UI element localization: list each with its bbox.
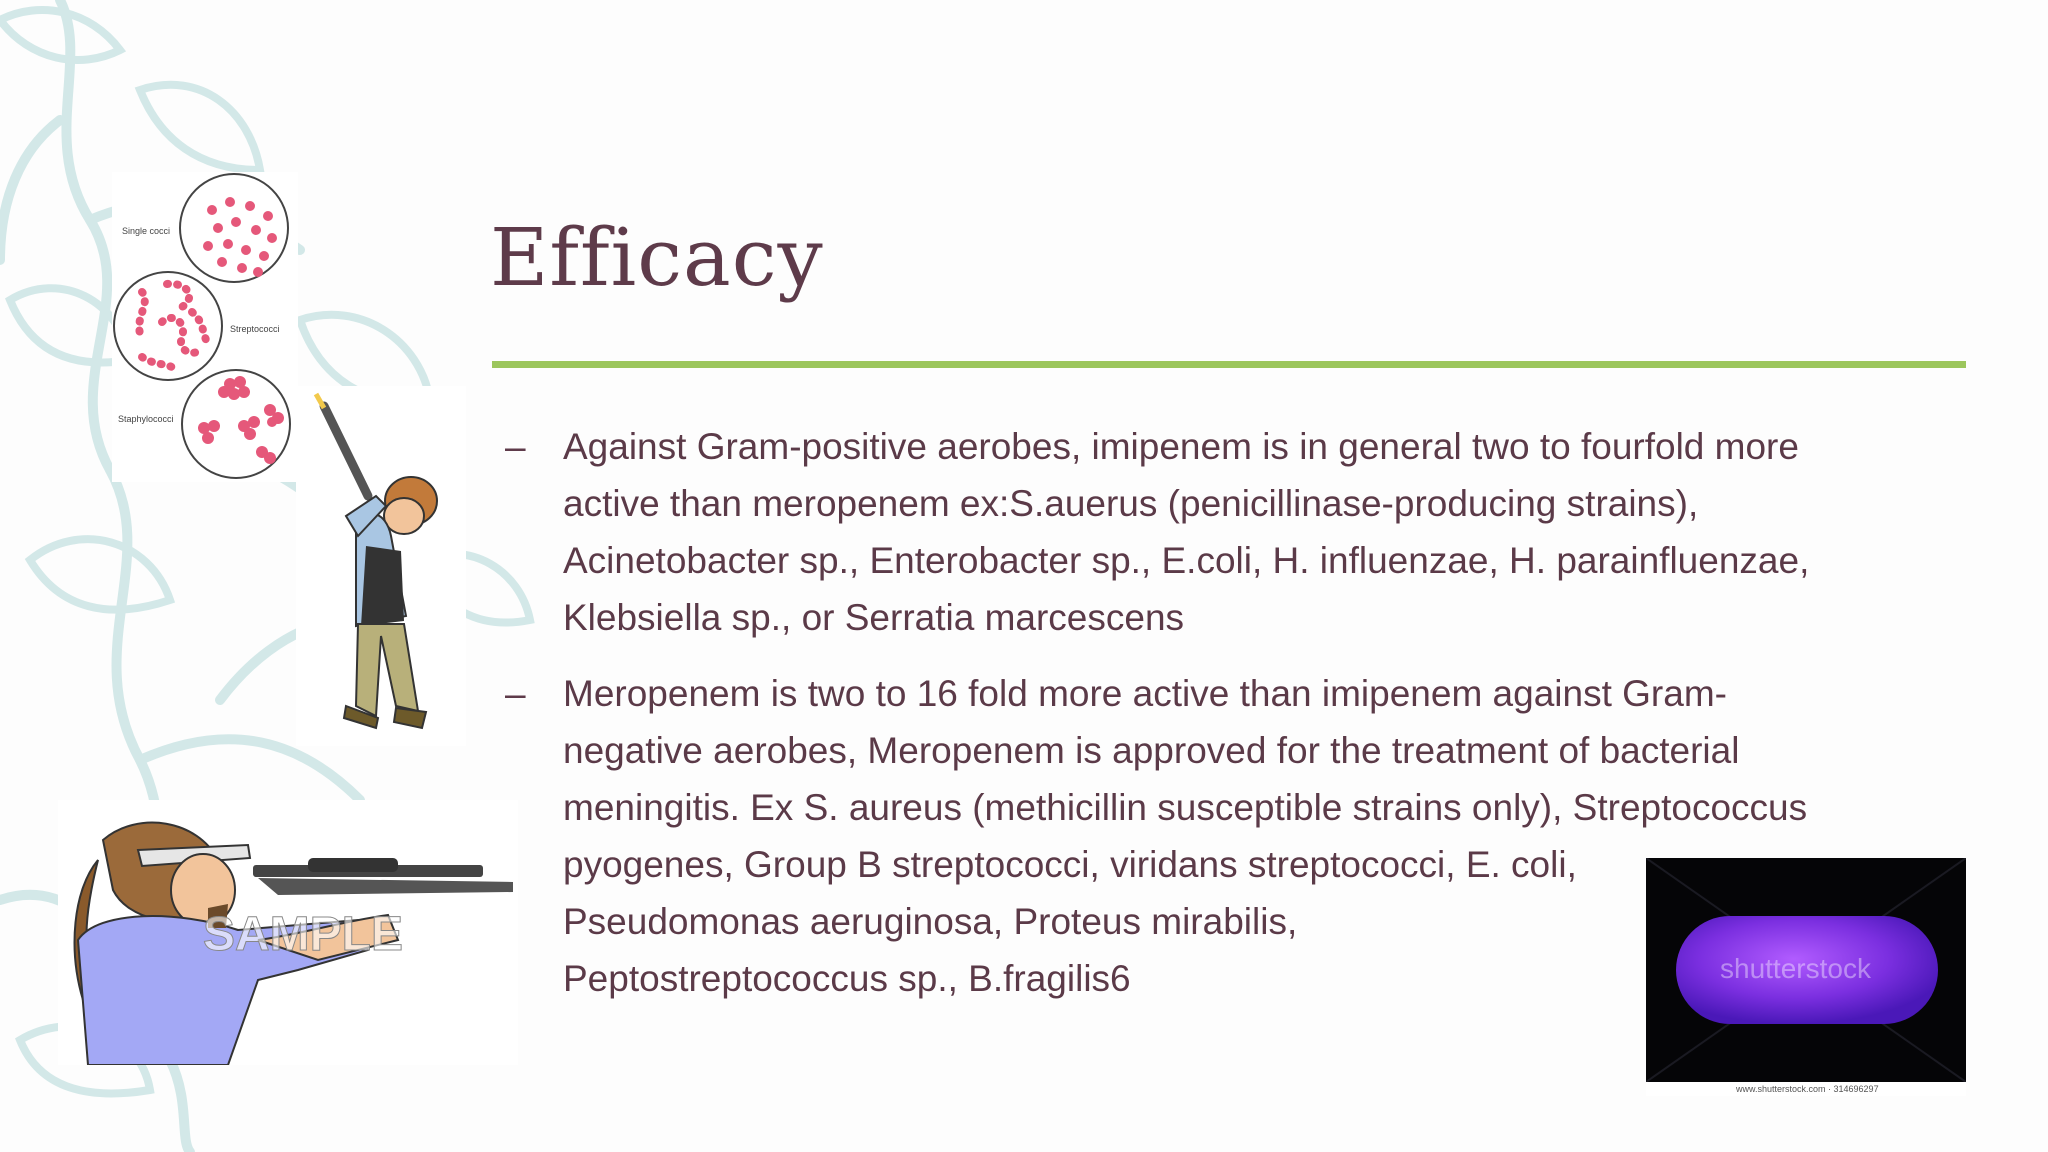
bullet-marker: –: [505, 673, 526, 714]
shutterstock-watermark: shutterstock: [1720, 953, 1871, 984]
bullet-line: Klebsiella sp., or Serratia marcescens: [563, 597, 1185, 638]
slide-title: Efficacy: [490, 211, 824, 304]
streptococci-label: Streptococci: [230, 324, 280, 334]
bullet-line: pyogenes, Group B streptococci, viridans streptococci, E. coli,: [563, 844, 1577, 885]
bullet-line: Against Gram-positive aerobes, imipenem is in general two to fourfold more: [563, 426, 1799, 467]
bullet-line: active than meropenem ex:S.auerus (penicillinase-producing strains),: [563, 483, 1699, 524]
bacterium-photo: [1646, 858, 1966, 1096]
photo-caption: www.shutterstock.com · 314696297: [1736, 1084, 1879, 1094]
cocci-diagram-image: [112, 172, 298, 482]
bullet-line: Pseudomonas aeruginosa, Proteus mirabilis,: [563, 901, 1298, 942]
man-shooting-clipart: [296, 386, 466, 746]
sample-watermark: SAMPLE: [203, 908, 404, 961]
bullet-item-1: [505, 418, 1965, 646]
title-divider: [492, 361, 1966, 368]
bullet-line: Acinetobacter sp., Enterobacter sp., E.coli, H. influenzae, H. parainfluenzae,: [563, 540, 1810, 581]
bullet-line: Peptostreptococcus sp., B.fragilis6: [563, 958, 1131, 999]
single-cocci-label: Single cocci: [122, 226, 171, 236]
bullet-line: meningitis. Ex S. aureus (methicillin susceptible strains only), Streptococcus: [563, 787, 1808, 828]
bullet-text: [563, 418, 1965, 646]
bullet-line: Meropenem is two to 16 fold more active than imipenem against Gram-: [563, 673, 1727, 714]
woman-rifle-clipart: [58, 800, 518, 1065]
bullet-marker: –: [505, 426, 526, 467]
bullet-line: negative aerobes, Meropenem is approved for the treatment of bacterial: [563, 730, 1740, 771]
staphylococci-label: Staphylococci: [118, 414, 174, 424]
